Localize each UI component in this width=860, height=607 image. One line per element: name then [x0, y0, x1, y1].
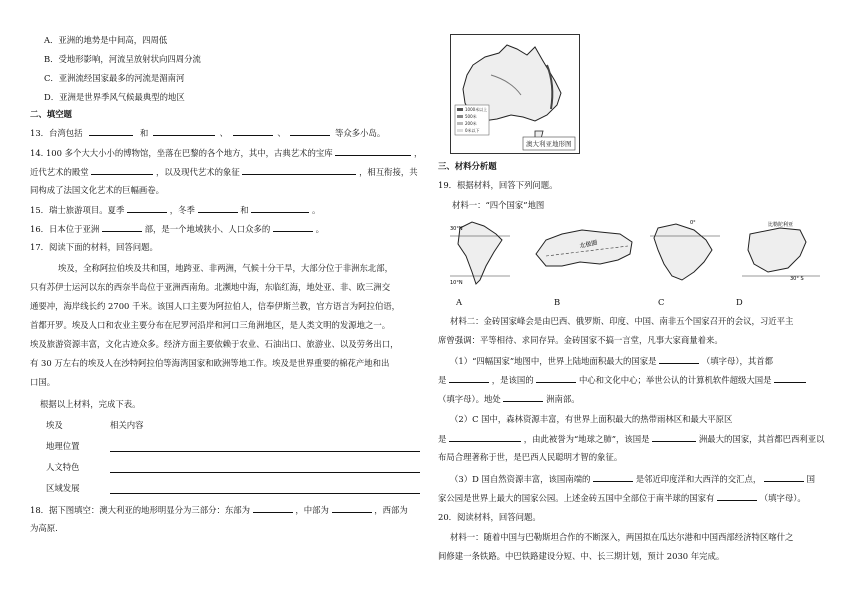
s2-text-3: 洲最大的国家，其首都巴西利亚以 [698, 434, 825, 444]
q15-text-1: 15．瑞士旅游项目。夏季 [30, 205, 125, 215]
egypt-para-7: 口国。 [30, 377, 56, 387]
egypt-para-2: 只有苏伊士运河以东的西奈半岛位于亚洲西南角。北濒地中海，东临红海，地处亚、非、欧三洲交 [30, 282, 391, 292]
sub-question-2-line-3: 布局合理著称于世，是巴西人民聪明才智的象征。 [438, 452, 623, 462]
s1-blank-5[interactable] [503, 392, 543, 402]
material-2-line-1: 材料二：金砖国家峰会是由巴西、俄罗斯、印度、中国、南非五个国家召开的会议，习近平主 [450, 316, 794, 326]
option-c: C．亚洲流经国家最多的河流是湄南河 [44, 73, 185, 83]
s1-text-1: （1）“四幅国家”地图中，世界上陆地面积最大的国家是 [450, 356, 657, 366]
svg-text:10°N: 10°N [450, 280, 463, 286]
sub-question-1-line-3 [438, 392, 580, 405]
s2-blank-2[interactable] [652, 432, 696, 442]
row-location-label: 地理位置 [46, 441, 80, 451]
s1-blank-4[interactable] [774, 373, 806, 383]
q14-blank-2[interactable] [91, 165, 153, 175]
table-header-content: 相关内容 [110, 420, 144, 430]
legend-item-4: 0米以下 [465, 128, 480, 133]
section-fill-blank-heading: 二、填空题 [30, 109, 72, 119]
q14-text-5: ，相互衔接，共 [359, 167, 418, 177]
q15-text-3: 和 [240, 205, 249, 215]
s1-blank-1[interactable] [659, 354, 699, 364]
map-title: 澳大利亚地形图 [526, 140, 572, 148]
table-intro: 根据以上材料，完成下表。 [40, 399, 141, 409]
q13-text-1: 13．台湾包括 [30, 128, 83, 138]
q14-text-1: 14. 100 多个大大小小的博物馆，坐落在巴黎的各个地方，其中，古典艺术的宝库 [30, 148, 333, 158]
q16-blank-2[interactable] [273, 222, 313, 232]
s1-text-6: （填字母）。地处 [438, 394, 501, 404]
question-15 [30, 203, 320, 216]
q13-text-2: 和 [139, 128, 149, 138]
row-culture-label: 人文特色 [46, 462, 80, 472]
s2-text-1: 是 [438, 434, 447, 444]
q15-text-4: 。 [311, 205, 321, 215]
s3-text-5: （填字母）。 [759, 493, 806, 503]
legend-item-3: 200米 [465, 121, 477, 126]
q16-text-2: 部，是一个地域狭小、人口众多的 [144, 224, 271, 234]
map-label-a: A [456, 297, 463, 307]
q18-text-1: 18．据下图填空：澳大利亚的地形明显分为三部分：东部为 [30, 505, 251, 515]
q18-text-2: ，中部为 [295, 505, 329, 515]
question-18-line-2: 为高原. [30, 523, 58, 533]
section-analysis-heading: 三、材料分析题 [438, 161, 497, 171]
sub-question-1-line-2 [438, 373, 806, 386]
question-14-line-3: 同构成了法国文化艺术的巨幅画卷。 [30, 185, 164, 195]
s1-text-5: 中心和文化中心；举世公认的计算机软件超级大国是 [578, 375, 772, 385]
q13-blank-3[interactable] [233, 126, 273, 136]
s2-text-2: ，由此被誉为“地球之肺”，该国是 [523, 434, 650, 444]
australia-map-graphic [451, 35, 579, 153]
q18-blank-1[interactable] [253, 503, 293, 513]
row-development-line[interactable] [110, 493, 420, 494]
material-20-line-1: 材料一：随着中国与巴勒斯坦合作的不断深入，两国拟在瓜达尔港和中国西部经济特区喀什之 [450, 532, 794, 542]
map-b-russia [536, 230, 632, 266]
egypt-para-1: 埃及，全称阿拉伯埃及共和国，地跨亚、非两洲，气候十分干旱，大部分位于非洲东北部， [58, 263, 393, 273]
material-20-line-2: 间修建一条铁路。中巴铁路建设分短、中、长三期计划，预计 2030 年完成。 [438, 551, 725, 561]
s3-text-4: 家公园是世界上最大的国家公园。上述金砖五国中全部位于南半球的国家有 [438, 493, 715, 503]
q13-text-5: 等众多小岛。 [335, 128, 386, 138]
svg-text:30°N: 30°N [450, 226, 463, 232]
s1-text-4: ，是该国的 [491, 375, 534, 385]
q14-text-2: ， [413, 148, 423, 158]
egypt-para-5: 埃及旅游资源丰富，文化古迹众多。经济方面主要依赖于农业、石油出口、旅游业、以及劳务出口， [30, 339, 399, 349]
question-16 [30, 222, 324, 235]
q16-text-3: 。 [315, 224, 324, 234]
s3-text-1: （3）D 国自然资源丰富，该国南端的 [450, 474, 591, 484]
question-17: 17．阅读下面的材料，回答问题。 [30, 242, 158, 252]
question-19: 19．根据材料，回答下列问题。 [438, 180, 558, 190]
row-development-label: 区域发展 [46, 483, 80, 493]
question-18 [30, 503, 408, 516]
map-a-india [450, 222, 510, 286]
sub-question-1-line-1 [450, 354, 773, 367]
option-a: A．亚洲的地势是中间高，四周低 [44, 35, 168, 45]
svg-text:0°: 0° [690, 220, 696, 226]
question-20: 20．阅读材料，回答问题。 [438, 512, 541, 522]
legend-item-2: 500米 [465, 114, 477, 119]
row-culture-line[interactable] [110, 472, 420, 473]
row-location-line[interactable] [110, 451, 420, 452]
q13-blank-2[interactable] [153, 126, 215, 136]
q13-blank-4[interactable] [290, 126, 330, 136]
q16-text-1: 16．日本位于亚洲 [30, 224, 100, 234]
four-country-maps [450, 214, 830, 292]
q14-blank-1[interactable] [335, 146, 411, 156]
sub-question-3-line-2 [438, 491, 806, 504]
q13-text-3: 、 [219, 128, 228, 138]
sub-question-2-line-1: （2）C 国中，森林资源丰富，有世界上面积最大的热带雨林区和最大平原区 [450, 414, 733, 424]
s1-text-2: （填字母），其首都 [701, 356, 774, 366]
map-label-c: C [658, 297, 665, 307]
material-1: 材料一：“四个国家”地图 [452, 200, 545, 210]
svg-text:比勒陀利亚: 比勒陀利亚 [768, 222, 794, 228]
option-d: D．亚洲是世界季风气候最典型的地区 [44, 92, 185, 102]
map-c-brazil [650, 220, 720, 280]
sub-question-3-line-1 [450, 472, 815, 485]
s2-blank-1[interactable] [449, 432, 521, 442]
s3-text-3: 国 [806, 474, 816, 484]
egypt-para-4: 首都开罗。埃及人口和农业主要分布在尼罗河沿岸和河口三角洲地区，是人类文明的发源地之一。 [30, 320, 391, 330]
question-14-line-2 [30, 165, 418, 178]
svg-text:30° S: 30° S [790, 276, 804, 282]
s1-text-7: 洲南部。 [546, 394, 580, 404]
egypt-para-6: 有 30 万左右的埃及人在沙特阿拉伯等海湾国家和欧洲等地工作。埃及是世界重要的棉花产地和出 [30, 358, 390, 368]
q16-blank-1[interactable] [102, 222, 142, 232]
s1-text-3: 是 [438, 375, 447, 385]
q14-text-4: ，以及现代艺术的象征 [155, 167, 240, 177]
q15-text-2: ，冬季 [169, 205, 195, 215]
egypt-para-3: 通要冲，海岸线长约 2700 千米。该国人口主要为阿拉伯人，信奉伊斯兰教，官方语言为阿拉伯语， [30, 301, 401, 311]
map-d-south-africa [742, 221, 820, 282]
q13-text-4: 、 [277, 128, 286, 138]
q15-blank-3[interactable] [251, 203, 309, 213]
q13-blank-1[interactable] [89, 126, 133, 136]
q14-text-3: 近代艺术的殿堂 [30, 167, 89, 177]
s3-blank-3[interactable] [717, 491, 757, 501]
q14-blank-3[interactable] [242, 165, 356, 175]
legend-item-1: 1000米以上 [465, 107, 488, 112]
s1-blank-2[interactable] [449, 373, 489, 383]
australia-terrain-map [450, 34, 580, 154]
table-header-egypt: 埃及 [46, 420, 63, 430]
q15-blank-1[interactable] [127, 203, 167, 213]
material-2-line-2: 席曾强调：平等相待、求同存异。金砖国家不搞一言堂，凡事大家商量着来。 [438, 335, 723, 345]
map-label-b: B [554, 297, 561, 307]
s3-text-2: 是邻近印度洋和大西洋的交汇点， [635, 474, 762, 484]
question-13 [30, 126, 385, 139]
s1-blank-3[interactable] [536, 373, 576, 383]
s3-blank-1[interactable] [593, 472, 633, 482]
q18-text-3: ，西部为 [374, 505, 408, 515]
s3-blank-2[interactable] [764, 472, 804, 482]
map-label-d: D [736, 297, 743, 307]
q15-blank-2[interactable] [198, 203, 238, 213]
option-b: B．受地形影响，河流呈放射状向四周分流 [44, 54, 201, 64]
sub-question-2-line-2 [438, 432, 825, 445]
question-14-line-1 [30, 146, 422, 159]
q18-blank-2[interactable] [332, 503, 372, 513]
svg-text:北极圈: 北极圈 [578, 239, 599, 250]
